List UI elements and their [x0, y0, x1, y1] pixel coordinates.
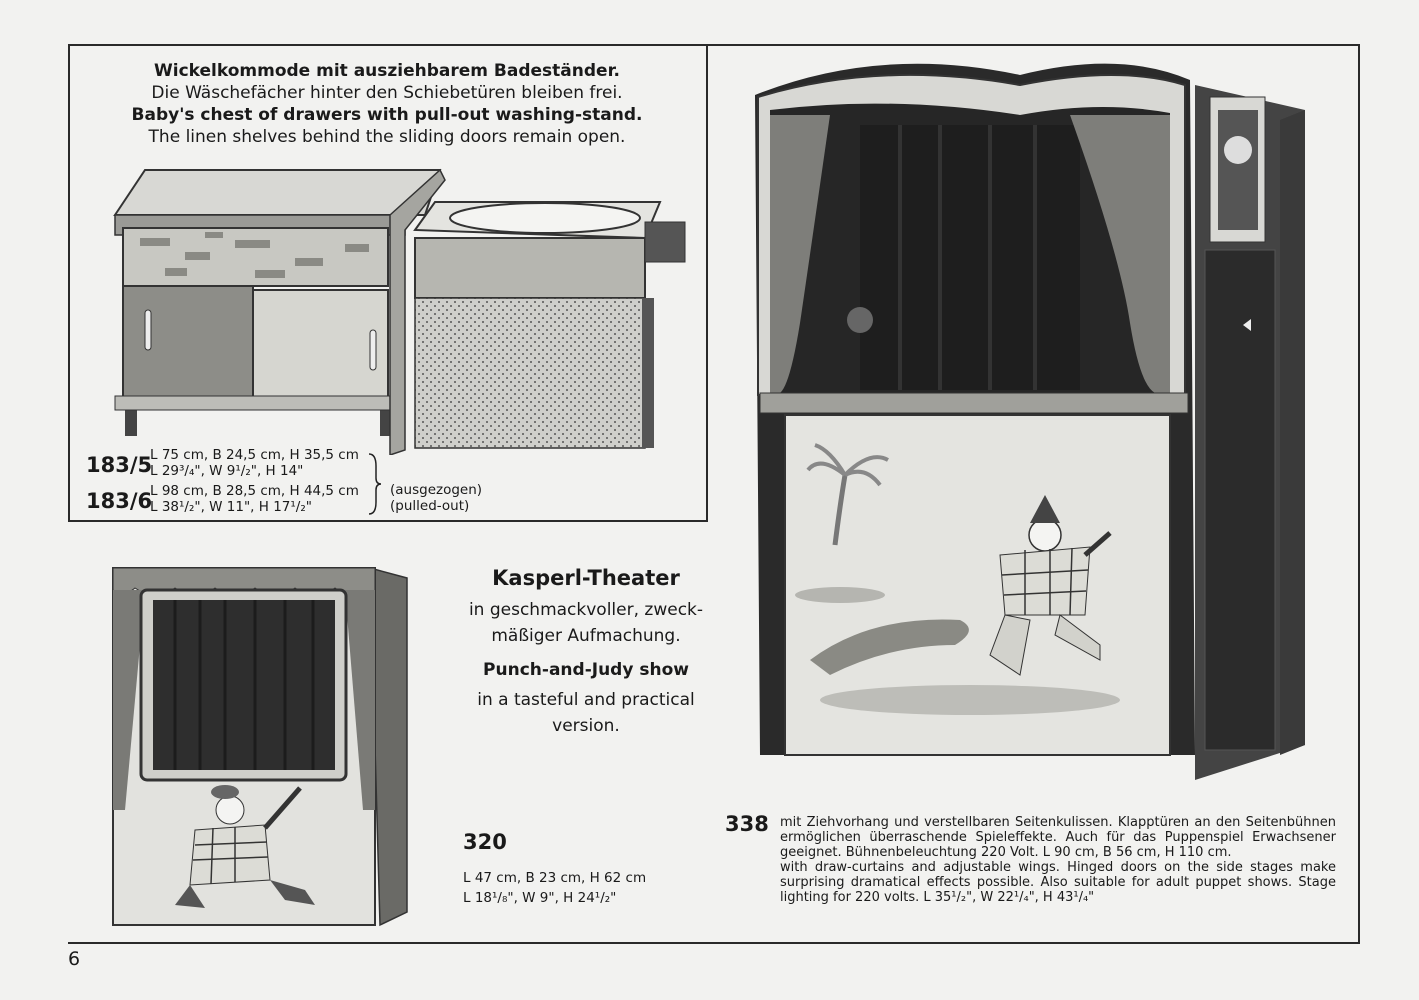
item-183-6-dims-in: L 38¹/₂", W 11", H 17¹/₂" — [150, 499, 312, 515]
item-number-320: 320 — [463, 830, 507, 854]
item-number-183-6: 183/6 — [86, 489, 153, 513]
item-320-dims — [463, 868, 646, 908]
changing-table-subtitle-de: Die Wäschefächer hinter den Schiebetüren bleiben frei. — [151, 83, 623, 103]
small-theater-desc-en-1: in a tasteful and practical — [477, 690, 695, 710]
small-theater-desc-de-2: mäßiger Aufmachung. — [491, 626, 681, 646]
changing-table-header — [72, 60, 702, 148]
small-theater-text — [450, 563, 722, 739]
item-183-6-dims — [150, 483, 359, 515]
changing-table-photo — [105, 160, 690, 455]
frame-mid-line — [68, 520, 708, 522]
page-number: 6 — [68, 948, 81, 970]
frame-top-line — [68, 44, 1360, 46]
frame-right-line — [1358, 44, 1360, 944]
small-theater-title-en: Punch-and-Judy show — [483, 660, 689, 680]
large-theater-desc-en: with draw-curtains and adjustable wings. Hinged doors on the side stages make surprising dramatical effects possible. Also suitable for adult puppet shows. Stage lighting for 220 volts. L 35¹/₂", W 22¹/₄", H 43¹/₄" — [780, 860, 1336, 905]
large-theater-photo — [740, 55, 1315, 810]
item-183-5-dims-cm: L 75 cm, B 24,5 cm, H 35,5 cm — [150, 447, 359, 463]
item-number-338: 338 — [725, 812, 769, 836]
changing-table-title-en: Baby's chest of drawers with pull-out washing-stand. — [131, 105, 643, 125]
changing-table-title-de: Wickelkommode mit ausziehbarem Badeständer. — [154, 61, 620, 81]
pulled-out-note — [390, 482, 482, 514]
item-183-5-dims — [150, 447, 359, 479]
large-theater-desc-de: mit Ziehvorhang und verstellbaren Seitenkulissen. Klapptüren an den Seitenbühnen ermöglichen überraschende Spieleffekte. Auch für das Puppenspiel Erwachsener geeignet. Bühnenbeleuchtung 220 Volt. L 90 cm, B 56 cm, H 110 cm. — [780, 815, 1336, 860]
small-theater-photo — [105, 560, 415, 930]
small-theater-title-de: Kasperl-Theater — [492, 566, 680, 590]
note-en: (pulled-out) — [390, 498, 470, 514]
changing-table-subtitle-en: The linen shelves behind the sliding doors remain open. — [148, 127, 626, 147]
frame-bottom-line — [68, 942, 1360, 944]
frame-divider-line — [706, 44, 708, 522]
item-183-6-dims-cm: L 98 cm, B 28,5 cm, H 44,5 cm — [150, 483, 359, 499]
large-theater-desc — [780, 815, 1336, 905]
small-theater-desc-de-1: in geschmackvoller, zweck- — [468, 600, 704, 620]
small-theater-desc-en-2: version. — [552, 716, 620, 736]
item-183-5-dims-in: L 29³/₄", W 9¹/₂", H 14" — [150, 463, 304, 479]
note-de: (ausgezogen) — [390, 482, 483, 498]
item-320-dims-cm: L 47 cm, B 23 cm, H 62 cm — [463, 870, 647, 886]
frame-left-line — [68, 44, 70, 522]
item-number-183-5: 183/5 — [86, 453, 153, 477]
brace-icon — [366, 452, 382, 516]
item-320-dims-in: L 18¹/₈", W 9", H 24¹/₂" — [463, 890, 617, 906]
